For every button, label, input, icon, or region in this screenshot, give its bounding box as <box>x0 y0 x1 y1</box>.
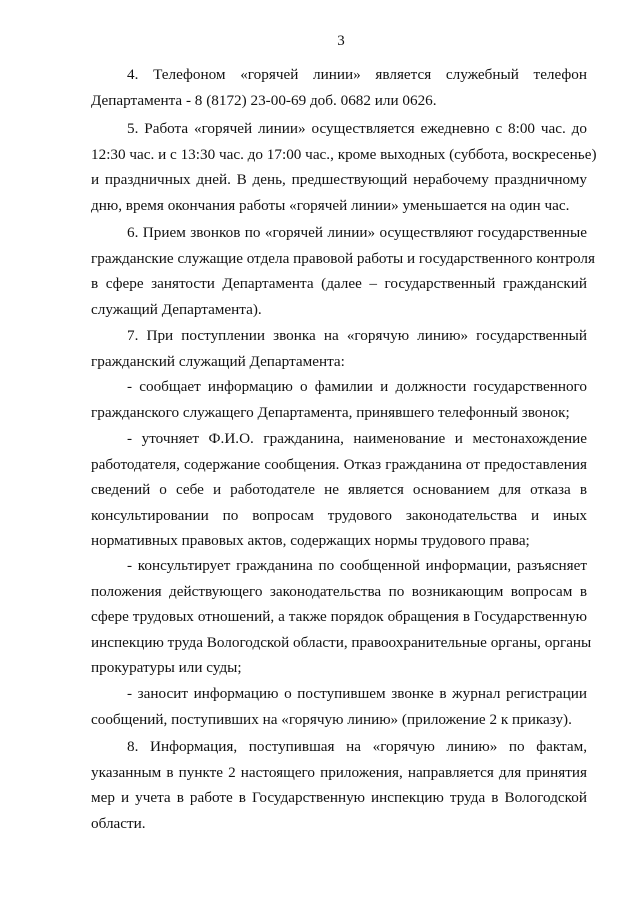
paragraph-line: Департамента - 8 (8172) 23-00-69 доб. 0682 или 0626. <box>91 91 437 109</box>
paragraph-6-call-reception <box>91 220 595 322</box>
paragraph-line: консультировании по вопросам трудового законодательства и иных <box>91 506 587 524</box>
paragraph-line: - сообщает информацию о фамилии и должности государственного <box>127 378 587 395</box>
paragraph-line: сведений о себе и работодателе не является основанием для отказа в <box>91 481 587 499</box>
paragraph-line: 6. Прием звонков по «горячей линии» осуществляют государственные <box>127 224 587 241</box>
paragraph-7-call-procedure <box>91 323 587 374</box>
paragraph-line: 8. Информация, поступившая на «горячую линию» по фактам, <box>127 738 587 755</box>
list-item-clarifies-details <box>91 426 587 554</box>
paragraph-line: положения действующего законодательства по возникающим вопросам в <box>91 582 587 600</box>
paragraph-line: нормативных правовых актов, содержащих нормы трудового права; <box>91 532 530 550</box>
paragraph-line: инспекцию труда Вологодской области, правоохранительные органы, органы <box>91 633 592 651</box>
list-item-informs-name <box>91 374 587 425</box>
paragraph-line: 5. Работа «горячей линии» осуществляется ежедневно с 8:00 час. до <box>127 120 587 137</box>
paragraph-line: сфере трудовых отношений, а также порядок обращения в Государственную <box>91 608 587 626</box>
paragraph-line: области. <box>91 814 146 832</box>
paragraph-line: 12:30 час. и с 13:30 час. до 17:00 час., кроме выходных (суббота, воскресенье) <box>91 145 597 163</box>
paragraph-line: и праздничных дней. В день, предшествующий нерабочему праздничному <box>91 171 587 189</box>
paragraph-line: - заносит информацию о поступившем звонке в журнал регистрации <box>127 685 587 702</box>
paragraph-5-working-hours <box>91 116 597 218</box>
paragraph-8-information-forwarding <box>91 734 587 836</box>
paragraph-line: дню, время окончания работы «горячей линии» уменьшается на один час. <box>91 196 570 214</box>
paragraph-line: служащий Департамента). <box>91 300 262 318</box>
paragraph-line: работодателя, содержание сообщения. Отказ гражданина от предоставления <box>91 455 587 473</box>
paragraph-line: - уточняет Ф.И.О. гражданина, наименование и местонахождение <box>127 430 587 447</box>
paragraph-line: гражданский служащий Департамента: <box>91 352 345 370</box>
paragraph-line: - консультирует гражданина по сообщенной информации, разъясняет <box>127 557 587 574</box>
paragraph-line: указанным в пункте 2 настоящего приложения, направляется для принятия <box>91 763 587 781</box>
list-item-consults <box>91 553 592 681</box>
paragraph-line: прокуратуры или суды; <box>91 659 242 677</box>
paragraph-4-hotline-phone <box>91 62 587 113</box>
list-item-registers-call <box>91 681 587 732</box>
paragraph-line: в сфере занятости Департамента (далее – государственный гражданский <box>91 275 587 293</box>
paragraph-line: сообщений, поступивших на «горячую линию» (приложение 2 к приказу). <box>91 710 572 728</box>
paragraph-line: мер и учета в работе в Государственную инспекцию труда в Вологодской <box>91 789 587 807</box>
paragraph-line: 4. Телефоном «горячей линии» является служебный телефон <box>127 66 587 83</box>
paragraph-line: гражданского служащего Департамента, принявшего телефонный звонок; <box>91 403 570 421</box>
paragraph-line: гражданские служащие отдела правовой работы и государственного контроля <box>91 249 595 267</box>
page-number: 3 <box>337 33 345 49</box>
paragraph-line: 7. При поступлении звонка на «горячую линию» государственный <box>127 327 587 344</box>
